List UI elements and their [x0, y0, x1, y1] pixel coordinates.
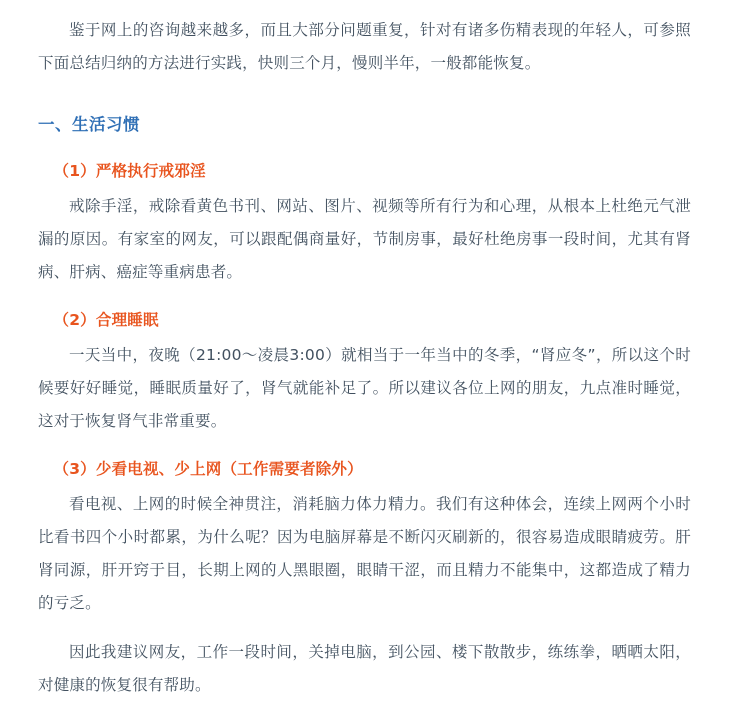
subsection-paragraph-3-1: 看电视、上网的时候全神贯注，消耗脑力体力精力。我们有这种体会，连续上网两个小时比看书四个小时都累，为什么呢？因为电脑屏幕是不断闪灭刷新的，很容易造成眼睛疲劳。肝肾同源，肝开窍于目，长期上网的人黑眼圈，眼睛干涩，而且精力不能集中，这都造成了精力的亏乏。	[38, 495, 691, 612]
spacer	[38, 438, 691, 454]
subsection-paragraph-1-1: 戒除手淫，戒除看黄色书刊、网站、图片、视频等所有行为和心理，从根本上杜绝元气泄漏的原因。有家室的网友，可以跟配偶商量好，节制房事，最好杜绝房事一段时间，尤其有肾病、肝病、癌症等重病患者。	[38, 197, 691, 281]
section-heading-life-habits: 一、生活习惯	[38, 115, 140, 134]
spacer	[38, 289, 691, 305]
subsection-paragraph-3-2: 因此我建议网友，工作一段时间，关掉电脑，到公园、楼下散散步，练练拳，晒晒太阳，对健康的恢复很有帮助。	[38, 643, 691, 694]
intro-paragraph: 鉴于网上的咨询越来越多，而且大部分问题重复，针对有诸多伤精表现的年轻人，可参照下面总结归纳的方法进行实践，快则三个月，慢则半年，一般都能恢复。	[38, 21, 691, 72]
spacer	[38, 140, 691, 156]
subsection-title-2: （2）合理睡眠	[53, 311, 159, 329]
subsection-title-1: （1）严格执行戒邪淫	[53, 162, 206, 180]
subsection-title-3: （3）少看电视、少上网（工作需要者除外）	[53, 460, 363, 478]
spacer	[38, 620, 691, 636]
subsection-paragraph-2-1: 一天当中，夜晚（21:00～凌晨3:00）就相当于一年当中的冬季，“肾应冬”，所以这个时候要好好睡觉，睡眠质量好了，肾气就能补足了。所以建议各位上网的朋友，九点准时睡觉，这对于恢复肾气非常重要。	[38, 346, 691, 430]
spacer	[38, 80, 691, 110]
